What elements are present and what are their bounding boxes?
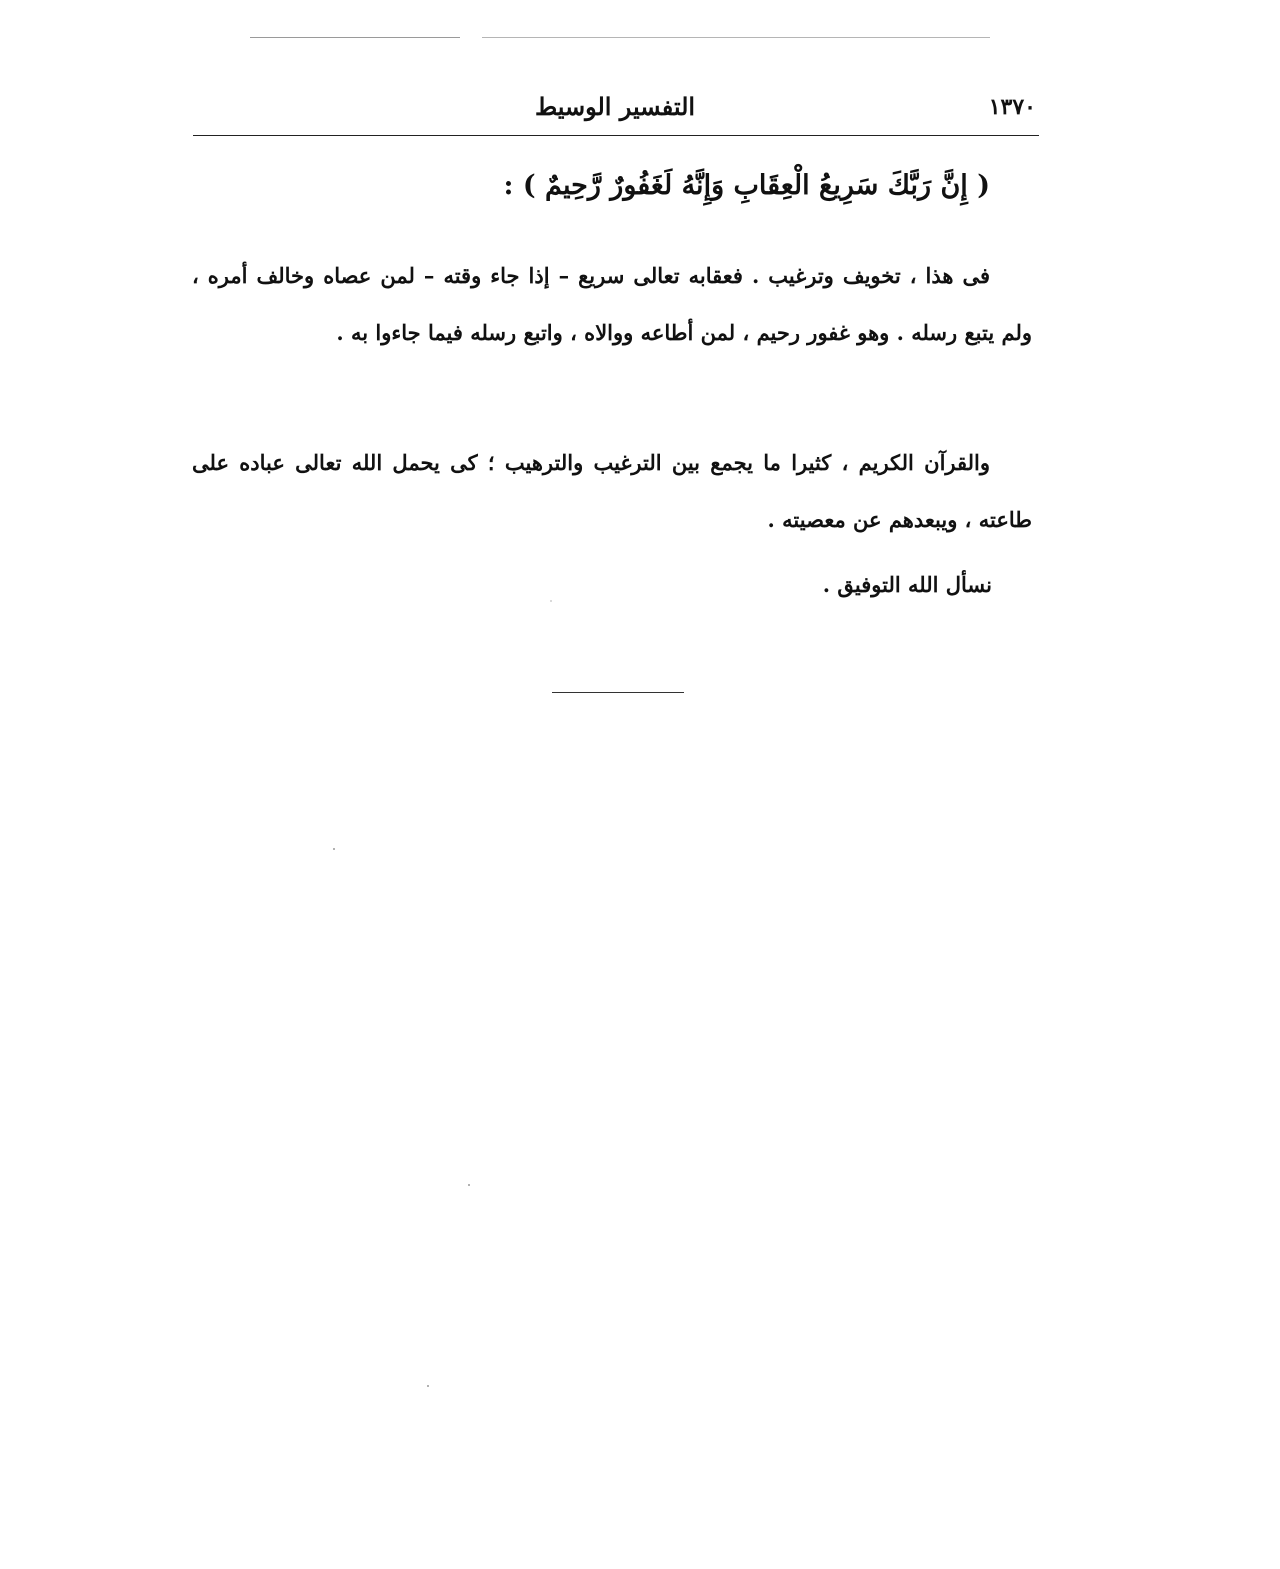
paragraph-commentary: فى هذا ، تخويف وترغيب . فعقابه تعالى سريع – إذا جاء وقته – لمن عصاه وخالف أمره ، ولم يتبع رسله . وهو غفور رحيم ، لمن أطاعه ووالاه ، واتبع رسله فيما جاءوا به . [192,263,1032,345]
running-title: التفسير الوسيط [534,92,696,121]
running-head [195,88,1040,128]
section-end-rule [552,692,684,693]
paragraph-closing: نسأل الله التوفيق . [822,572,992,597]
page-number: ١٣٧٠ [988,94,1036,120]
scan-top-rule [250,37,460,38]
paragraph-quran-note: والقرآن الكريم ، كثيرا ما يجمع بين الترغيب والترهيب ؛ كى يحمل الله تعالى عباده على طاعته ، ويبعدهم عن معصيته . [192,450,1032,532]
scan-speck [550,600,552,602]
scan-speck [468,1184,470,1186]
scan-top-rule [482,37,990,38]
header-rule [193,135,1039,136]
quran-verse: ( إِنَّ رَبَّكَ سَرِيعُ الْعِقَابِ وَإِنَّهُ لَغَفُورٌ رَّحِيمٌ ) : [503,170,990,201]
scan-speck [427,1385,429,1387]
scan-speck [333,848,335,850]
